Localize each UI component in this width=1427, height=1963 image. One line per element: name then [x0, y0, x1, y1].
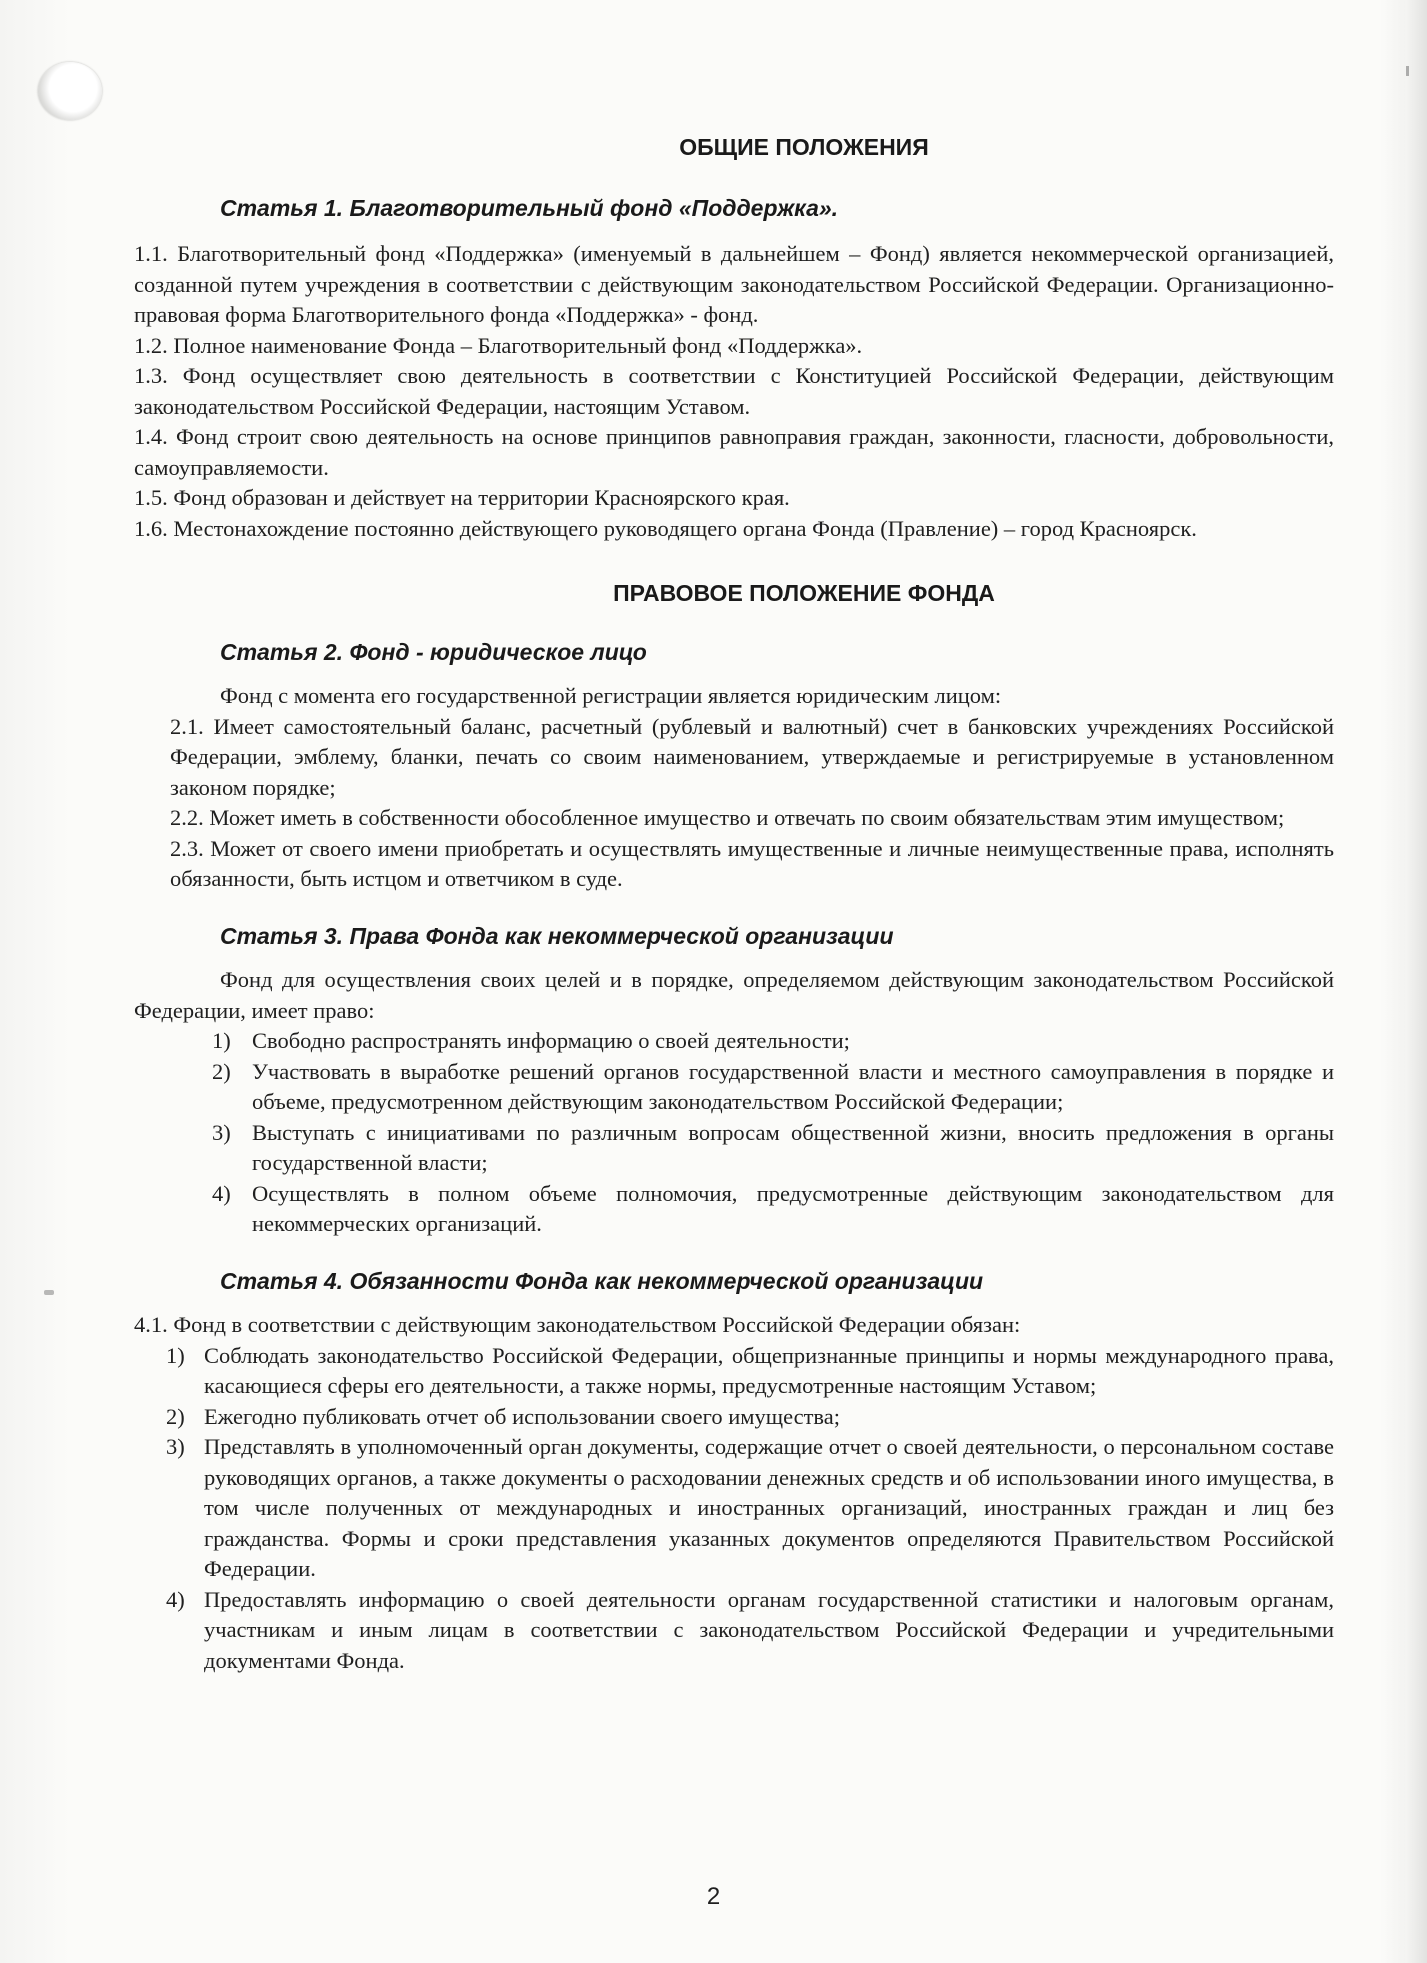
article-3-title: Статья 3. Права Фонда как некоммерческой организации: [220, 922, 894, 949]
article-4-title: Статья 4. Обязанности Фонда как некоммерческой организации: [220, 1267, 984, 1294]
punch-hole: [38, 62, 102, 120]
clause-1-6: 1.6. Местонахождение постоянно действующего руководящего органа Фонда (Правление) – город Красноярск.: [134, 515, 1197, 541]
clause-2-1: 2.1. Имеет самостоятельный баланс, расчетный (рублевый и валютный) счет в банковских учреждениях Российской Федерации, эмблему, бланки, печать со своим наименованием, утверждаемые и регистрируемые в установленном законом порядке;: [170, 713, 1334, 800]
page-number: 2: [706, 1883, 721, 1910]
list-item: 2) Ежегодно публиковать отчет об использовании своего имущества;: [166, 1403, 840, 1429]
list-item: 1) Свободно распространять информацию о своей деятельности;: [212, 1028, 850, 1053]
list-item: 1) Соблюдать законодательство Российской Федерации, общепризнанные принципы и нормы международного права, касающиеся сферы его деятельности, а также нормы, предусмотренные настоящим Уставом;: [166, 1342, 1334, 1398]
clause-1-1: 1.1. Благотворительный фонд «Поддержка» (именуемый в дальнейшем – Фонд) является некоммерческой организацией, созданной путем учреждения в соответствии с действующим законодательством Российской Федерации. Организационно-правовая форма Благотворительного фонда «Поддержка» - фонд.: [134, 241, 1334, 327]
clause-1-2: 1.2. Полное наименование Фонда – Благотворительный фонд «Поддержка».: [134, 332, 863, 358]
scan-speck: [1406, 66, 1409, 76]
list-item: 3) Представлять в уполномоченный орган документы, содержащие отчет о своей деятельности, о персональном составе руководящих органов, а также документы о расходовании денежных средств и об использовании иного имущества, в том числе полученных от международных и иностранных организаций, иностранных граждан и лиц без гражданства. Формы и сроки представления указанных документов определяются Правительством Российской Федерации.: [166, 1434, 1334, 1581]
list-item: 3) Выступать с инициативами по различным вопросам общественной жизни, вносить предложения в органы государственной власти;: [212, 1119, 1334, 1175]
article-3-rights-list: [134, 1026, 1334, 1240]
section-heading-legal-status: ПРАВОВОЕ ПОЛОЖЕНИЕ ФОНДА: [613, 580, 995, 606]
article-2-intro: Фонд с момента его государственной регистрации является юридическим лицом:: [220, 683, 1002, 708]
clause-1-3: 1.3. Фонд осуществляет свою деятельность в соответствии с Конституцией Российской Федерации, действующим законодательством Российской Федерации, настоящим Уставом.: [134, 363, 1334, 419]
list-item: 2) Участвовать в выработке решений органов государственной власти и местного самоуправления в порядке и объеме, предусмотренном действующим законодательством Российской Федерации;: [212, 1058, 1334, 1114]
clause-2-3: 2.3. Может от своего имени приобретать и осуществлять имущественные и личные неимущественные права, исполнять обязанности, быть истцом и ответчиком в суде.: [170, 835, 1334, 891]
clause-2-2: 2.2. Может иметь в собственности обособленное имущество и отвечать по своим обязательствам этим имуществом;: [170, 805, 1285, 830]
list-item: 4) Осуществлять в полном объеме полномочия, предусмотренные действующим законодательством для некоммерческих организаций.: [212, 1180, 1334, 1236]
article-2-title: Статья 2. Фонд - юридическое лицо: [220, 638, 647, 665]
clause-4-1: 4.1. Фонд в соответствии с действующим законодательством Российской Федерации обязан:: [134, 1312, 1021, 1337]
document-body: [134, 128, 1334, 1676]
page-edge-shadow: [1405, 0, 1427, 1963]
article-1-title: Статья 1. Благотворительный фонд «Поддержка».: [220, 194, 839, 221]
clause-1-4: 1.4. Фонд строит свою деятельность на основе принципов равноправия граждан, законности, гласности, добровольности, самоуправляемости.: [134, 424, 1334, 480]
section-heading-general: ОБЩИЕ ПОЛОЖЕНИЯ: [679, 134, 929, 160]
clause-1-5: 1.5. Фонд образован и действует на территории Красноярского края.: [134, 485, 790, 510]
article-3-intro: Фонд для осуществления своих целей и в порядке, определяемом действующим законодательством Российской Федерации, имеет право:: [134, 967, 1334, 1023]
article-4-duties-list: [134, 1341, 1334, 1677]
scan-speck: [44, 1290, 54, 1295]
list-item: 4) Предоставлять информацию о своей деятельности органам государственной статистики и налоговым органам, участникам и иным лицам в соответствии с законодательством Российской Федерации и учредительными документами Фонда.: [166, 1586, 1334, 1673]
